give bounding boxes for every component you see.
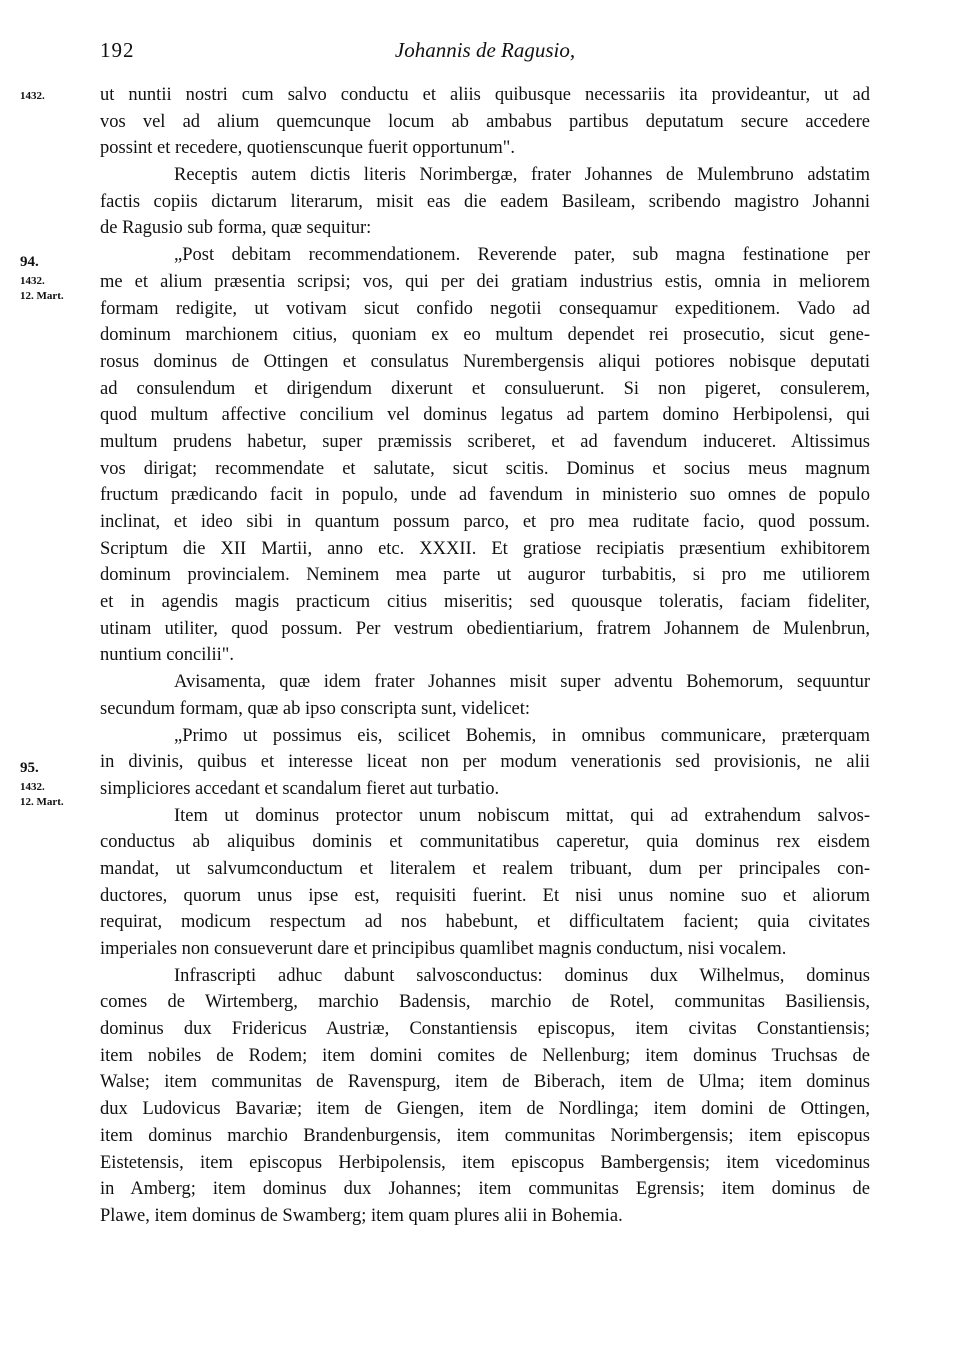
text-line: rosus dominus de Ottingen et consulatus Nurembergensis aliqui potiores nobisque deputati	[100, 351, 870, 372]
text-line: nuntium concilii".	[100, 645, 234, 666]
text-line: dux Ludovicus Bavariæ; item de Giengen, item de Nordlinga; item domini de Ottingen,	[100, 1099, 870, 1120]
text-line: formam redigite, ut votivam sicut confido negotii consequamur expeditionem. Vado ad	[100, 298, 870, 319]
margin-note-95	[20, 762, 64, 809]
text-line: ad consulendum et dirigendum dixerunt et consuluerunt. Si non pigeret, consulerem,	[100, 378, 870, 399]
running-title: Johannis de Ragusio,	[394, 38, 576, 62]
text-line: factis copiis dictarum literarum, misit eas die eadem Basileam, scribendo magistro Johanni	[100, 191, 870, 212]
text-line: Avisamenta, quæ idem frater Johannes misit super adventu Bohemorum, sequuntur	[174, 672, 870, 693]
text-line: me et alium præsentia scripsi; vos, qui per dei gratiam industrius estis, omnia in meliorem	[100, 271, 870, 292]
text-line: item nobiles de Rodem; item domini comites de Nellenburg; item dominus Truchsas de	[100, 1045, 870, 1066]
text-line: „Primo ut possimus eis, scilicet Bohemis, in omnibus communicare, præterquam	[174, 725, 870, 746]
text-line: requirat, modicum respectum ad nos habebunt, et difficultatem facient; quia civitates	[100, 912, 870, 933]
text-line: vos vel ad alium quemcunque locum ab ambabus partibus deputatum secure accedere	[100, 111, 870, 132]
text-line: secundum formam, quæ ab ipso conscripta sunt, videlicet:	[100, 698, 531, 719]
text-line: in divinis, quibus et interesse liceat non per modum venerationis sed provisionis, ne alii	[100, 752, 870, 773]
margin-year: 1432.	[20, 90, 45, 102]
page-header	[100, 38, 870, 68]
margin-year: 1432.	[20, 781, 45, 793]
text-line: imperiales non consueverunt dare et principibus quamlibet magnis conductum, nisi vocalem.	[100, 939, 787, 959]
margin-date: 12. Mart.	[20, 796, 64, 808]
text-line: Scriptum die XII Martii, anno etc. XXXII. Et gratiose recipiatis præsentium exhibitorem	[100, 538, 870, 559]
text-line: dominum marchionem citius, quoniam ex eo multum dependet rei prosecutio, sicut gene-	[100, 325, 870, 346]
body-text	[100, 82, 870, 1230]
margin-number: 94.	[20, 254, 39, 270]
text-line: item dominus marchio Brandenburgensis, item communitas Norimbergensis; item episcopus	[100, 1125, 870, 1146]
text-line: quod multum affective concilium vel dominus legatus ad partem domino Herbipolensi, qui	[100, 405, 870, 426]
text-line: possint et recedere, quotienscunque fuerit opportunum".	[100, 138, 515, 159]
text-line: Walse; item communitas de Ravenspurg, item de Biberach, item de Ulma; item dominus	[100, 1072, 870, 1093]
text-line: dominum provincialem. Neminem mea parte ut auguror turbabitis, si pro me utiliorem	[100, 565, 870, 586]
text-line: et in agendis magis practicum citius miseritis; sed quousque toleratis, faciam fideliter,	[100, 592, 870, 613]
text-line: ut nuntii nostri cum salvo conductu et aliis quibusque necessariis ita provideantur, ut ad	[100, 85, 870, 105]
page-number: 192	[100, 38, 135, 62]
text-line: mandat, ut salvumconductum et literalem et realem tribuant, dum per principales con-	[100, 858, 870, 879]
text-line: Eistetensis, item episcopus Herbipolensis, item episcopus Bambergensis; item vicedominus	[100, 1152, 870, 1173]
text-line: comes de Wirtemberg, marchio Badensis, marchio de Rotel, communitas Basiliensis,	[100, 992, 870, 1013]
text-line: inclinat, et ideo sibi in quantum possum parco, et pro mea ruditate facio, quod possum.	[100, 512, 870, 532]
text-line: de Ragusio sub forma, quæ sequitur:	[100, 218, 372, 239]
margin-note-year	[20, 90, 45, 103]
text-line: simpliciores accedant et scandalum fieret aut turbatio.	[100, 778, 500, 799]
margin-year: 1432.	[20, 275, 45, 287]
text-line: in Amberg; item dominus dux Johannes; item communitas Egrensis; item dominus de	[100, 1179, 870, 1200]
text-line: fructum prædicando facit in populo, unde ad favendum in ministerio suo omnes de populo	[100, 485, 870, 506]
text-line: dominus dux Fridericus Austriæ, Constantiensis episcopus, item civitas Constantiensis;	[100, 1019, 870, 1040]
margin-number: 95.	[20, 760, 39, 776]
text-line: utinam utiliter, quod possum. Per vestrum obedientiarium, fratrem Johannem de Mulenbrun,	[100, 618, 870, 639]
text-line: Receptis autem dictis literis Norimbergæ, frater Johannes de Mulembruno adstatim	[174, 165, 870, 186]
text-line: conductus ab aliquibus dominis et communitatibus caperetur, quia dominus rex eisdem	[100, 832, 870, 853]
text-line: „Post debitam recommendationem. Reverende pater, sub magna festinatione per	[174, 245, 870, 266]
text-line: vos dirigat; recommendate et salutate, sicut scitis. Dominus et socius meus magnum	[100, 458, 870, 479]
text-line: Plawe, item dominus de Swamberg; item quam plures alii in Bohemia.	[100, 1205, 623, 1226]
text-line: multum prudens habetur, super præmissis scriberet, et ad favendum induceret. Altissimus	[100, 431, 870, 452]
margin-date: 12. Mart.	[20, 290, 64, 302]
text-line: ductores, quorum unus ipse est, requisiti fuerint. Et nisi unus nomine suo et aliorum	[100, 885, 870, 906]
text-line: Infrascripti adhuc dabunt salvosconductus: dominus dux Wilhelmus, dominus	[174, 965, 870, 986]
text-line: Item ut dominus protector unum nobiscum mittat, qui ad extrahendum salvos-	[174, 805, 870, 826]
margin-note-94	[20, 256, 64, 303]
